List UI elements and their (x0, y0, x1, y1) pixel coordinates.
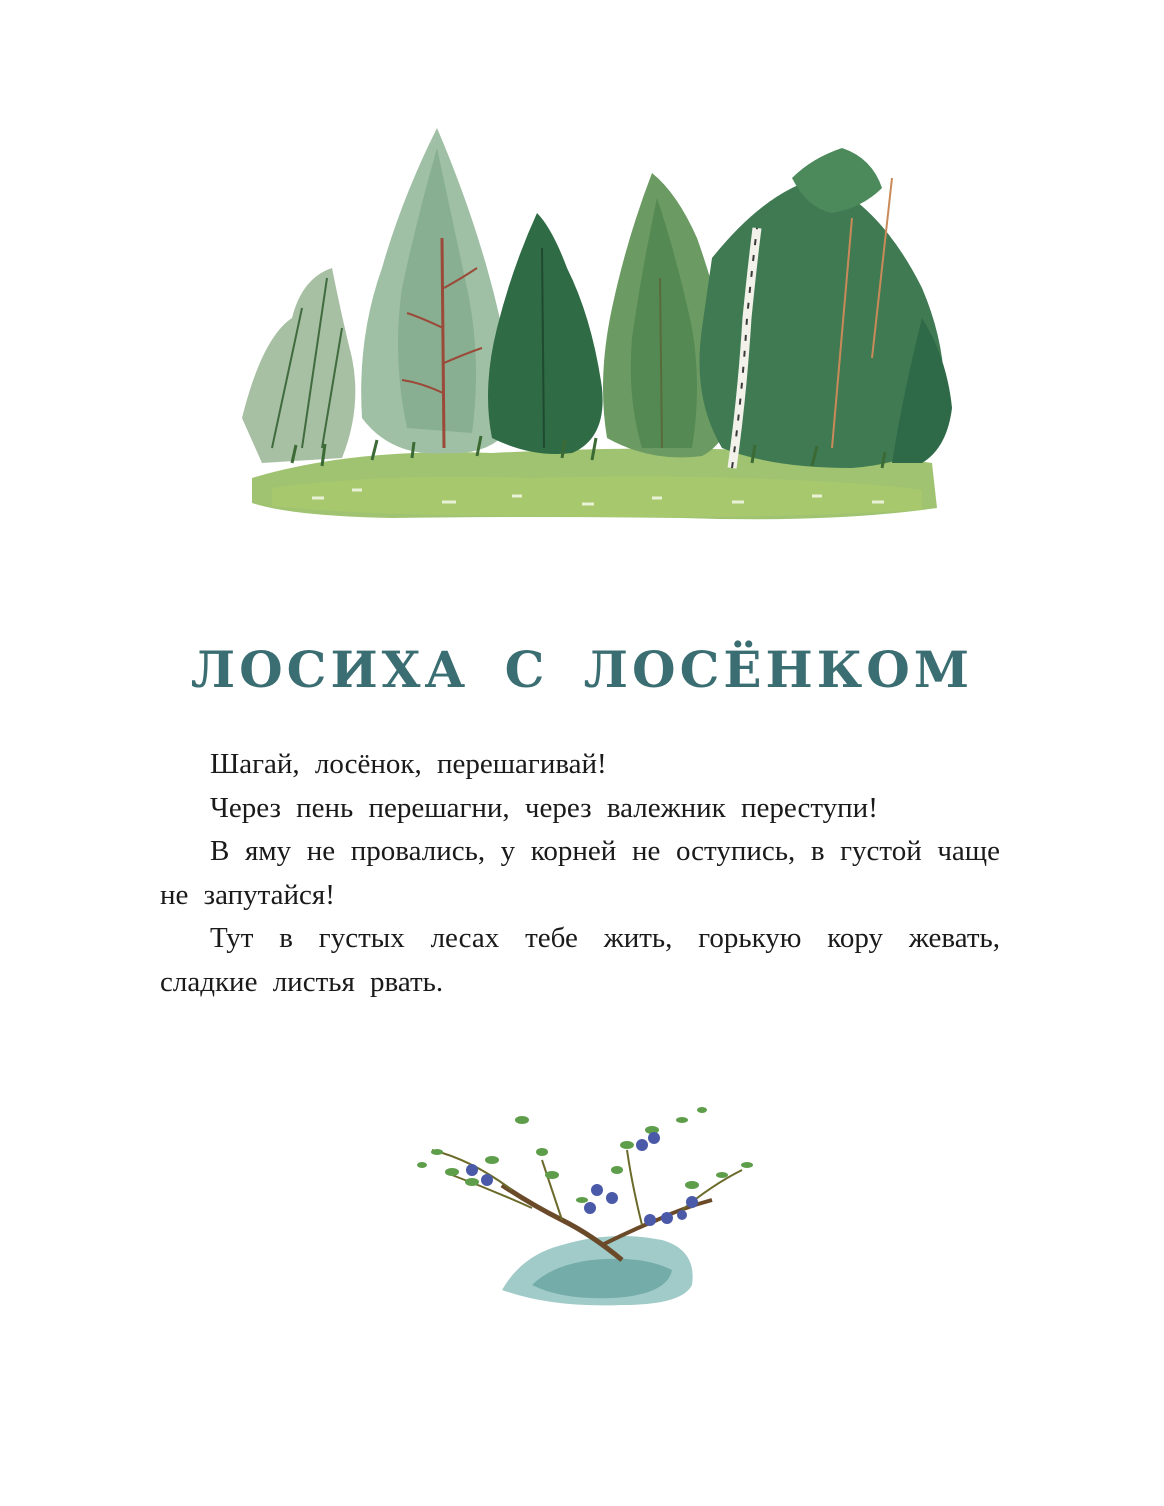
blueberry-bush-illustration (392, 1090, 772, 1315)
paragraph-3: В яму не провались, у корней не оступись, в густой чаще не запутайся! (160, 835, 1000, 911)
story-text (160, 743, 1000, 1004)
forest-illustration (232, 118, 962, 538)
story-title: ЛОСИХА С ЛОСЁНКОМ (190, 640, 974, 699)
paragraph-2: Через пень перешагни, через валежник переступи! (210, 791, 878, 824)
paragraph-1: Шагай, лосёнок, перешагивай! (210, 748, 607, 780)
paragraph-4: Тут в густых лесах тебе жить, горькую кору жевать, сладкие листья рвать. (160, 922, 1000, 998)
